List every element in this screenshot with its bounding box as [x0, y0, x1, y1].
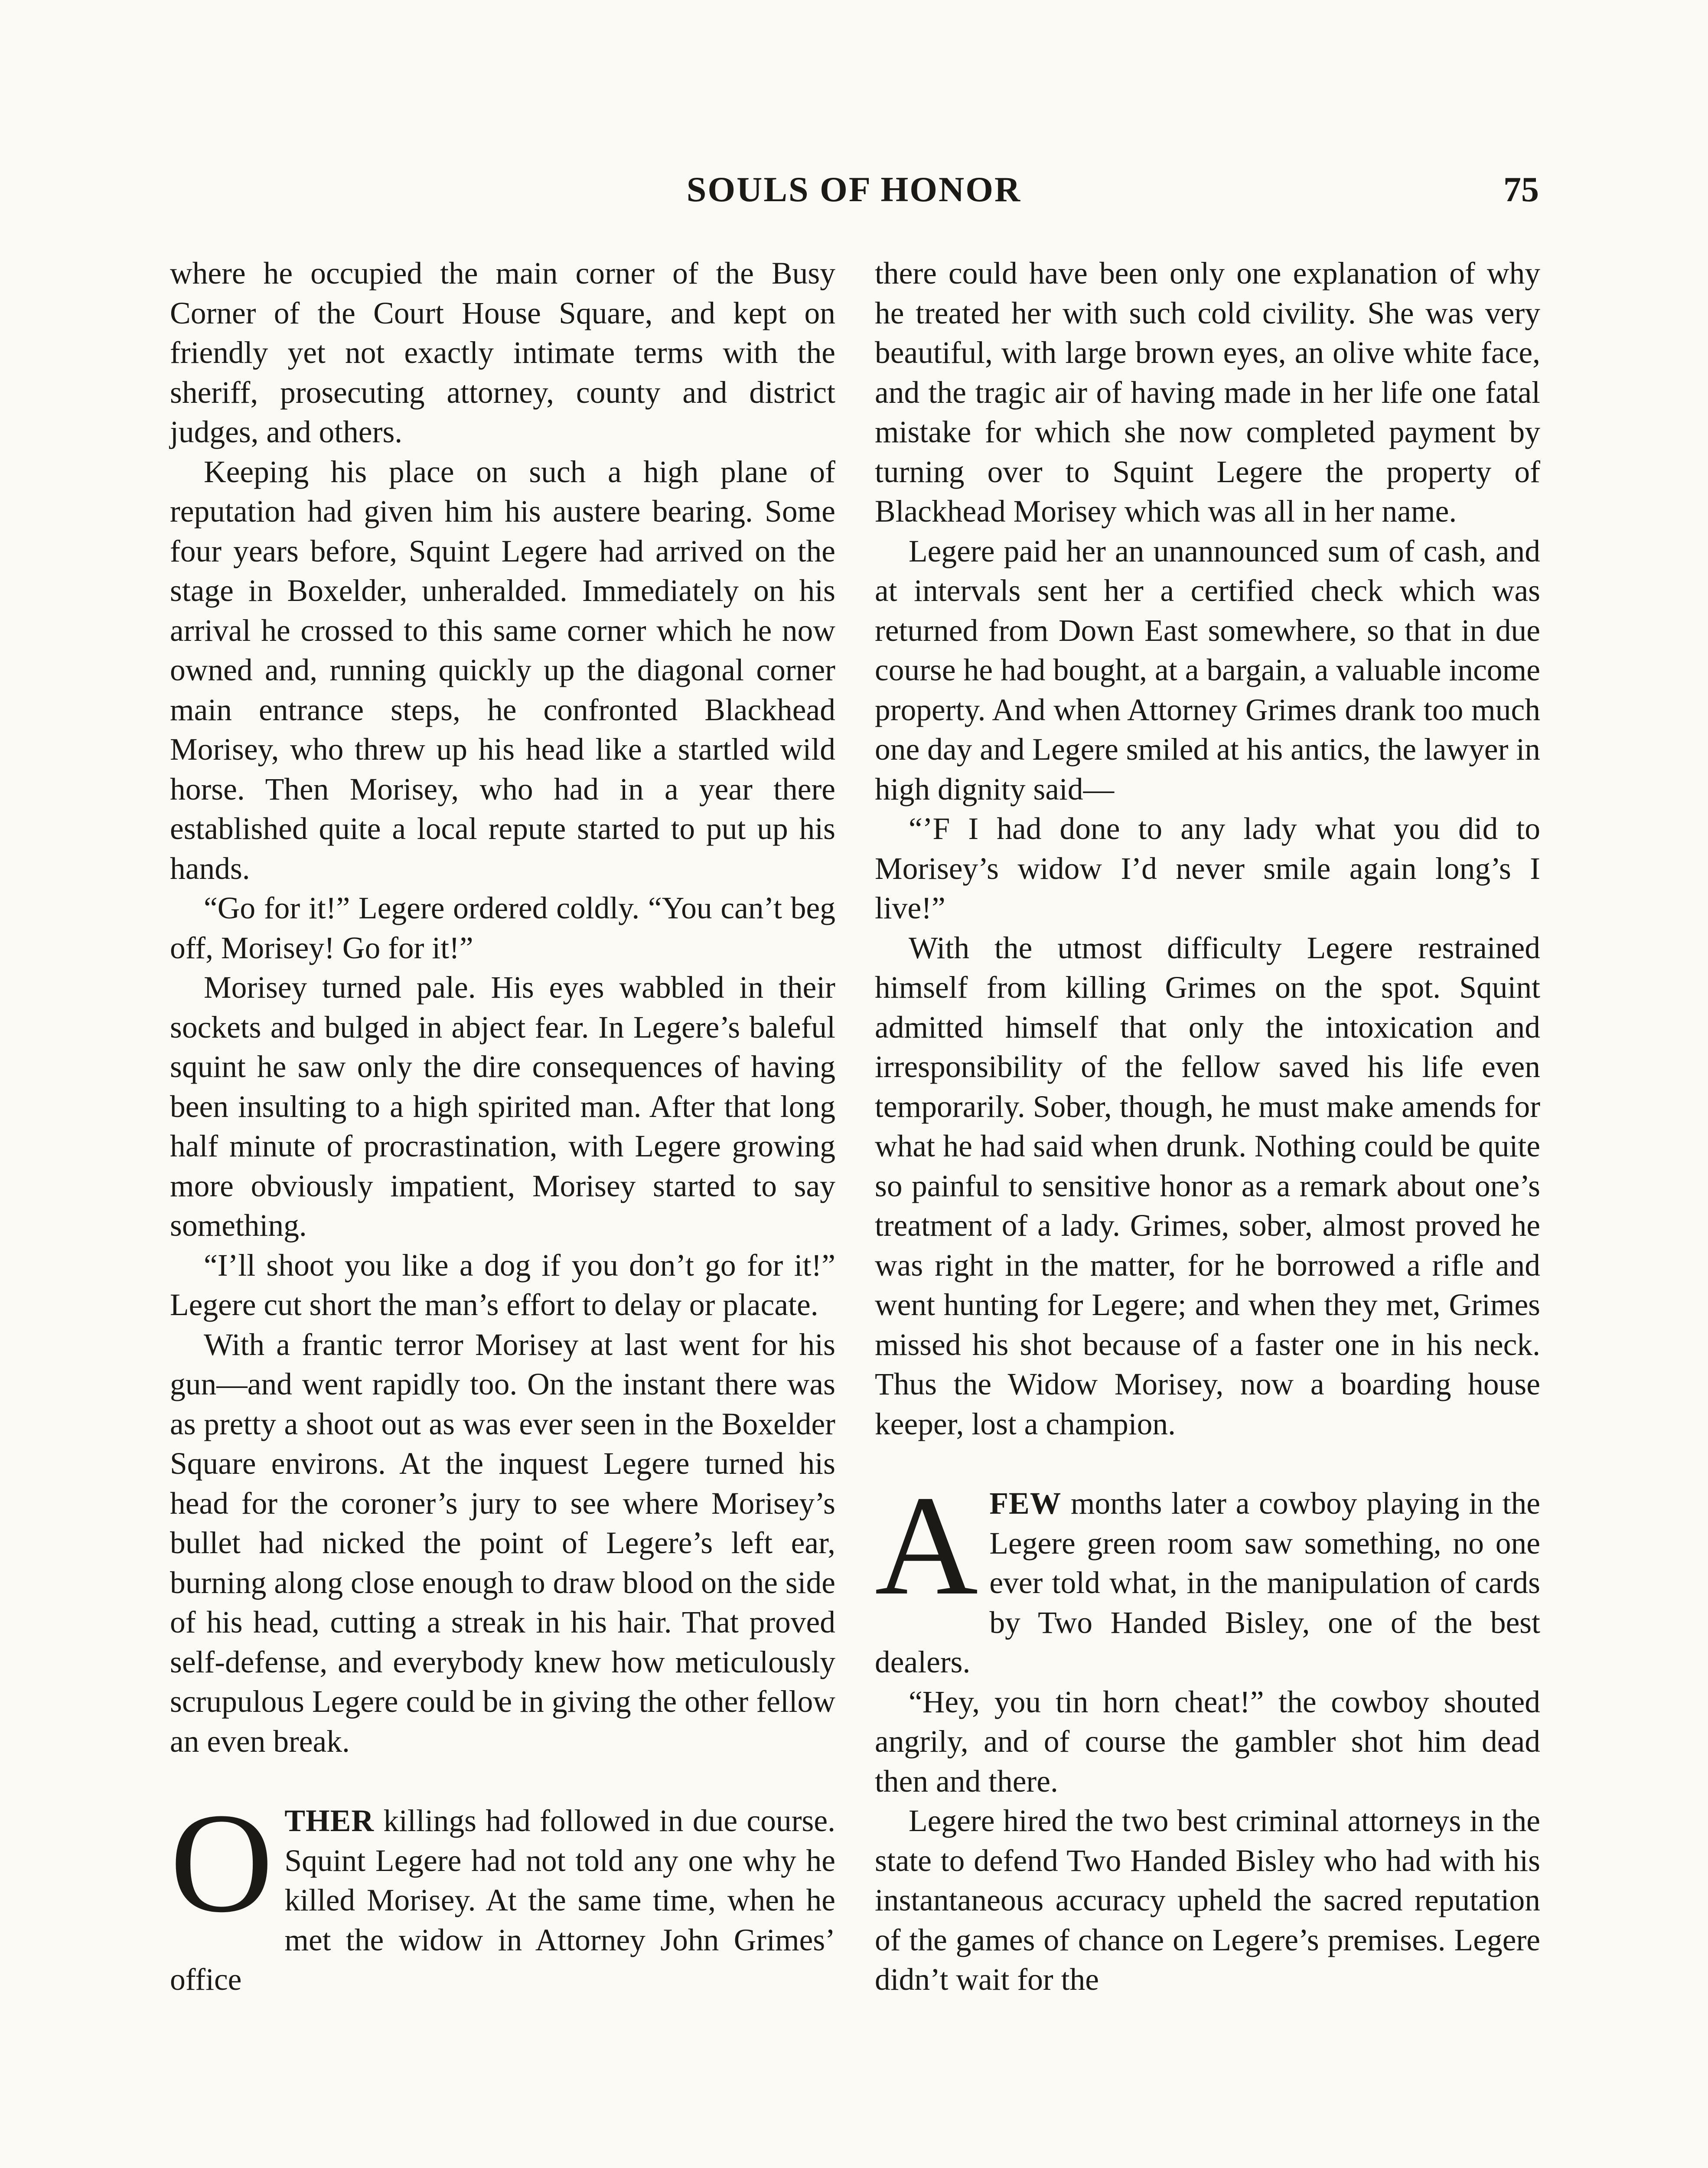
paragraph: “Go for it!” Legere ordered coldly. “You can’t beg off, Morisey! Go for it!”	[170, 891, 835, 965]
section-text: months later a cowboy playing in the Legere green room saw something, no one ever told what, in the manipulation of cards by Two Handed Bisley, one of the best dealers.	[875, 1486, 1540, 1679]
paragraph: With the utmost difficulty Legere restrained himself from killing Grimes on the spot. Squint admitted himself that only the intoxication and irresponsibility of the fellow saved his life even temporarily. Sober, though, he must make amends for what he had said when drunk. Nothing could be quite so painful to sensitive honor as a remark about one’s treatment of a lady. Grimes, sober, almost proved he was right in the matter, for he borrowed a rifle and went hunting for Legere; and when they met, Grimes missed his shot because of a faster one in his neck. Thus the Widow Morisey, now a boarding house keeper, lost a champion.	[875, 931, 1540, 1441]
section-opening-paragraph	[170, 1784, 835, 2000]
page-header	[169, 169, 1539, 221]
left-column	[170, 254, 835, 2000]
paragraph: “I’ll shoot you like a dog if you don’t go for it!” Legere cut short the man’s effort to delay or placate.	[170, 1248, 835, 1322]
section-opening-paragraph	[875, 1466, 1540, 1682]
paragraph: there could have been only one explanation of why he treated her with such cold civility. She was very beautiful, with large brown eyes, an olive white face, and the tragic air of having made in her life one fatal mistake for which she now completed payment by turning over to Squint Legere the property of Blackhead Morisey which was all in her name.	[875, 256, 1540, 529]
page-number: 75	[1503, 170, 1539, 209]
paragraph: Legere hired the two best criminal attorneys in the state to defend Two Handed Bisley who had with his instantaneous accuracy upheld the sacred reputation of the games of chance on Legere’s premises. Legere didn’t wait for the	[875, 1804, 1540, 1997]
right-column	[875, 254, 1540, 2000]
drop-cap: O	[170, 1784, 274, 1942]
lead-in-caps: FEW	[989, 1486, 1062, 1521]
running-title: SOULS OF HONOR	[686, 170, 1022, 209]
lead-in-caps: THER	[284, 1804, 374, 1838]
paragraph: Keeping his place on such a high plane of reputation had given him his austere bearing. Some four years before, Squint Legere had arrived on the stage in Boxelder, unheralded. Immediately on his arrival he crossed to this same corner which he now owned and, running quickly up the diagonal corner main entrance steps, he confronted Blackhead Morisey, who threw up his head like a startled wild horse. Then Morisey, who had in a year there established quite a local repute started to put up his hands.	[170, 454, 835, 886]
paragraph: “’F I had done to any lady what you did to Morisey’s widow I’d never smile again long’s I live!”	[875, 812, 1540, 925]
paragraph: Legere paid her an unannounced sum of cash, and at intervals sent her a certified check which was returned from Down East somewhere, so that in due course he had bought, at a bargain, a valuable income property. And when Attorney Grimes drank too much one day and Legere smiled at his antics, the lawyer in high dignity said—	[875, 534, 1540, 806]
paragraph: With a frantic terror Morisey at last went for his gun—and went rapidly too. On the instant there was as pretty a shoot out as was ever seen in the Boxelder Square environs. At the inquest Legere turned his head for the coroner’s jury to see where Morisey’s bullet had nicked the point of Legere’s left ear, burning along close enough to draw blood on the side of his head, cutting a streak in his hair. That proved self-defense, and everybody knew how meticulously scrupulous Legere could be in giving the other fellow an even break.	[170, 1327, 835, 1759]
paragraph: Morisey turned pale. His eyes wabbled in their sockets and bulged in abject fear. In Legere’s baleful squint he saw only the dire consequences of having been insulting to a high spirited man. After that long half minute of procrastination, with Legere growing more obviously impatient, Morisey started to say something.	[170, 970, 835, 1243]
drop-cap: A	[875, 1466, 978, 1625]
section-text: killings had followed in due course. Squint Legere had not told any one why he killed Morisey. At the same time, when he met the widow in Attorney John Grimes’ office	[170, 1804, 835, 1997]
paragraph: where he occupied the main corner of the Busy Corner of the Court House Square, and kept on friendly yet not exactly intimate terms with the sheriff, prosecuting attorney, county and district judges, and others.	[170, 256, 835, 449]
paragraph: “Hey, you tin horn cheat!” the cowboy shouted angrily, and of course the gambler shot him dead then and there.	[875, 1685, 1540, 1799]
